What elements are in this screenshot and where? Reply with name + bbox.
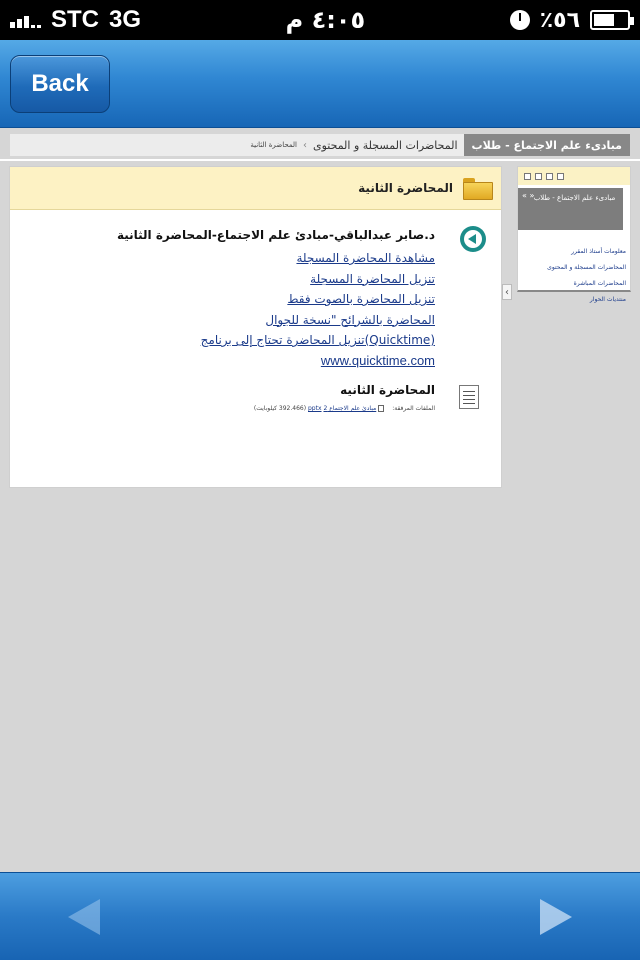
sidebar-item-forums[interactable]: منتديات الحوار	[589, 296, 626, 303]
panel-header	[10, 167, 501, 210]
carrier-name: STC	[51, 6, 99, 33]
battery-icon	[590, 10, 630, 30]
status-time: ٤:٠٥ م	[285, 6, 366, 34]
attachment-file[interactable]	[254, 405, 384, 412]
file-icon	[378, 405, 384, 412]
attachment-name[interactable]: مبادئ علم الاجتماع 2	[323, 405, 377, 412]
breadcrumb-separator: ›	[302, 139, 307, 151]
bottom-toolbar	[0, 872, 640, 960]
quicktime-url: www.quicktime.com	[320, 352, 435, 368]
alarm-clock-icon	[510, 10, 530, 30]
collapse-handle[interactable]: ‹	[502, 284, 512, 300]
back-arrow-icon[interactable]	[68, 899, 100, 935]
link-mobile-slides[interactable]: المحاضرة بالشرائح "نسخة للجوال	[265, 312, 435, 327]
attachment-ext[interactable]: pptx	[308, 405, 322, 412]
menu-icon[interactable]	[557, 173, 564, 180]
document-icon	[459, 385, 479, 409]
quicktime-text: تنزيل المحاضرة تحتاج إلى برنامج	[200, 333, 365, 347]
link-download-audio[interactable]: تنزيل المحاضرة بالصوت فقط	[287, 292, 435, 306]
signal-strength-icon	[10, 12, 41, 28]
navigation-bar	[0, 40, 640, 128]
breadcrumb-section[interactable]: المحاضرات المسجلة و المحتوى	[312, 138, 458, 152]
back-button[interactable]: Back	[10, 55, 110, 113]
attachment-size: (392.466 كيلوبايت)	[253, 405, 307, 412]
battery-percent: ٪٥٦	[539, 7, 580, 33]
status-left	[10, 6, 141, 34]
sidebar-item-instructor-info[interactable]: معلومات أستاذ المقرر	[571, 248, 626, 255]
content-item-file	[10, 381, 501, 441]
link-watch-recording[interactable]: مشاهدة المحاضرة المسجلة	[296, 251, 435, 265]
breadcrumb-current: المحاضرة الثانية	[250, 141, 297, 149]
breadcrumb	[10, 134, 630, 156]
document-title: المحاضرة الثانيه	[340, 383, 435, 397]
link-quicktime-note[interactable]	[55, 330, 435, 351]
sidebar-item-recorded-lectures[interactable]: المحاضرات المسجلة و المحتوى	[547, 264, 626, 271]
sidebar-course-label: مبادىء علم الاجتماع - طلاب	[533, 194, 616, 202]
forward-arrow-icon[interactable]	[540, 899, 572, 935]
link-quicktime-url[interactable]	[55, 351, 435, 372]
folder-icon	[463, 178, 491, 198]
copy-icon[interactable]	[535, 173, 542, 180]
play-icon	[460, 226, 486, 252]
content-panel	[9, 166, 502, 488]
attachments-label: الملفات المرفقة:	[392, 405, 435, 412]
content-item-lecture	[10, 226, 501, 376]
sidebar-item-live-lectures[interactable]: المحاضرات المباشرة	[573, 280, 626, 287]
refresh-icon[interactable]	[524, 173, 531, 180]
network-type: 3G	[109, 6, 142, 33]
item-body	[55, 381, 435, 412]
collapse-arrows-icon[interactable]: « »	[522, 191, 535, 200]
breadcrumb-course[interactable]: مبادىء علم الاجتماع - طلاب	[464, 134, 630, 156]
panel-title: المحاضرة الثانية	[358, 181, 453, 195]
status-right	[510, 8, 630, 33]
link-download-recording[interactable]: تنزيل المحاضرة المسجلة	[310, 271, 435, 286]
divider	[0, 159, 640, 161]
window-icon[interactable]	[546, 173, 553, 180]
web-page	[0, 128, 640, 872]
attachments-row	[55, 405, 435, 412]
sidebar-menu	[518, 244, 630, 308]
item-body	[55, 226, 435, 371]
status-bar	[0, 0, 640, 40]
sidebar-toolbar	[518, 167, 630, 185]
item-heading: د.صابر عبدالباقي-مبادئ علم الاجتماع-المحاضرة الثانية	[116, 228, 435, 242]
quicktime-prefix: (Quicktime)	[364, 333, 435, 347]
course-menu-panel	[517, 166, 631, 303]
sidebar-course-title[interactable]	[518, 188, 623, 230]
